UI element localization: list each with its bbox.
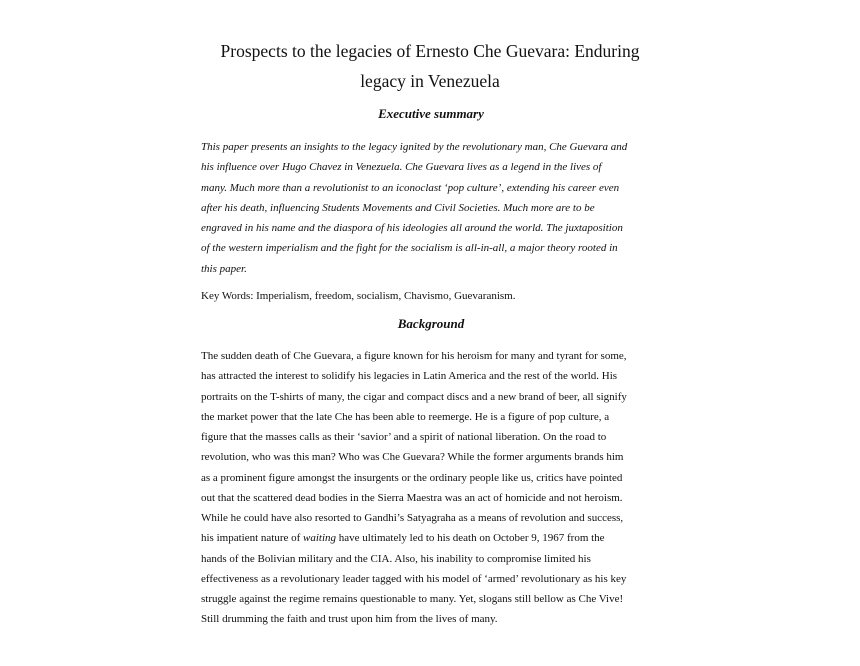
executive-summary-text [201, 137, 671, 279]
body-line: hands of the Bolivian military and the CIA. Also, his inability to compromise limited his [201, 552, 591, 565]
body-line: struggle against the regime remains questionable to many. Yet, slogans still bellow as Che Vive! [201, 593, 624, 605]
body-line: Still drumming the faith and trust upon him from the lives of many. [201, 613, 498, 626]
title-line-1: Prospects to the legacies of Ernesto Che Guevara: Enduring [220, 41, 640, 61]
body-line: revolution, who was this man? Who was Che Guevara? While the former arguments brands him [201, 451, 624, 464]
body-line: The sudden death of Che Guevara, a figure known for his heroism for many and tyrant for some, [201, 350, 627, 362]
paper-title [170, 36, 690, 96]
body-line: effectiveness as a revolutionary leader tagged with his model of ‘armed’ revolutionary as his key [201, 572, 627, 585]
body-line: as a prominent figure amongst the insurgents or the ordinary people like us, critics have pointed [201, 471, 623, 484]
body-line [201, 528, 671, 548]
executive-summary-heading: Executive summary [378, 106, 484, 121]
emphasis-text: waiting [303, 532, 337, 545]
abstract-line: engraved in his name and the diaspora of his ideologies all around the world. The juxtaposition [201, 222, 623, 235]
body-line: figure that the masses calls as their ‘savior’ and a spirit of national liberation. On the road to [201, 431, 607, 443]
abstract-line: This paper presents an insights to the legacy ignited by the revolutionary man, Che Guevara and [201, 141, 628, 153]
body-line: the market power that the late Che has been able to reemerge. He is a figure of pop culture, a [201, 410, 610, 423]
title-line-2: legacy in Venezuela [360, 71, 500, 91]
abstract-line: after his death, influencing Students Movements and Civil Societies. Much more are to be [201, 201, 595, 214]
body-line: portraits on the T-shirts of many, the cigar and compact discs and a new brand of beer, all signify [201, 390, 627, 403]
body-line: While he could have also resorted to Gandhi’s Satyagraha as a means of revolution and success, [201, 512, 624, 524]
body-line: has attracted the interest to solidify his legacies in Latin America and the rest of the world. His [201, 370, 618, 383]
background-text [201, 346, 671, 630]
body-text: have ultimately led to his death on October 9, 1967 from the [336, 532, 605, 545]
keywords-line: Key Words: Imperialism, freedom, socialism, Chavismo, Guevaranism. [201, 290, 516, 302]
abstract-line: many. Much more than a revolutionist to an iconoclast ‘pop culture’, extending his career even [201, 181, 620, 194]
abstract-line: this paper. [201, 262, 247, 275]
background-heading: Background [397, 316, 465, 331]
abstract-line: his influence over Hugo Chavez in Venezuela. Che Guevara lives as a legend in the lives of [201, 161, 602, 174]
abstract-line: of the western imperialism and the fight for the socialism is all-in-all, a major theory rooted in [201, 242, 618, 255]
body-line: out that the scattered dead bodies in the Sierra Maestra was an act of homicide and not heroism. [201, 491, 623, 504]
body-text: his impatient nature of [201, 532, 304, 545]
